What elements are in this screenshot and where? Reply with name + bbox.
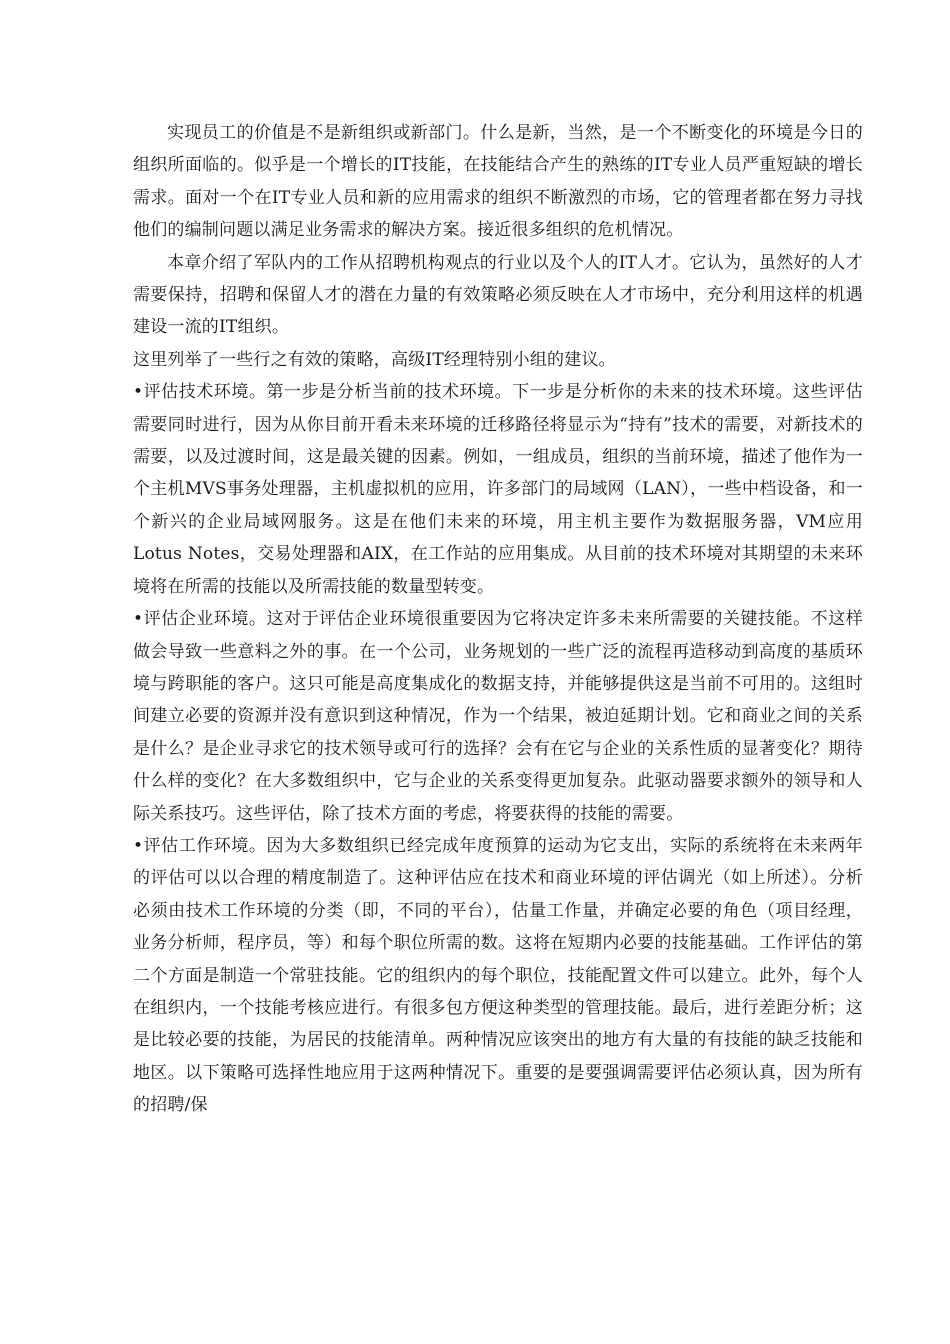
bullet-work-environment: •评估工作环境。因为大多数组织已经完成年度预算的运动为它支出，实际的系统将在未来两年的评估可以以合理的精度制造了。这种评估应在技术和商业环境的评估调光（如上所述）。分析必须由技术工作环境的分类（即，不同的平台），估量工作量，并确定必要的角色（项目经理，业务分析师，程序员，等）和每个职位所需的数。这将在短期内必要的技能基础。工作评估的第二个方面是制造一个常驻技能。它的组织内的每个职位，技能配置文件可以建立。此外，每个人在组织内，一个技能考核应进行。有很多包方便这种类型的管理技能。最后，进行差距分析；这是比较必要的技能，为居民的技能清单。两种情况应该突出的地方有大量的有技能的缺乏技能和地区。以下策略可选择性地应用于这两种情况下。重要的是要强调需要评估必须认真，因为所有的招聘/保 bbox=[133, 835, 863, 1116]
document-body bbox=[133, 117, 863, 1122]
paragraph-intro: 实现员工的价值是不是新组织或新部门。什么是新，当然，是一个不断变化的环境是今日的组织所面临的。似乎是一个增长的IT技能，在技能结合产生的熟练的IT专业人员严重短缺的增长需求。面对一个在IT专业人员和新的应用需求的组织不断激烈的市场，它的管理者都在努力寻找他们的编制问题以满足业务需求的解决方案。接近很多组织的危机情况。 bbox=[133, 123, 863, 241]
bullet-tech-environment: •评估技术环境。第一步是分析当前的技术环境。下一步是分析你的未来的技术环境。这些评估需要同时进行，因为从你目前开看未来环境的迁移路径将显示为“持有”技术的需要，对新技术的需要，以及过渡时间，这是最关键的因素。例如，一组成员，组织的当前环境，描述了他作为一个主机MVS事务处理器，主机虚拟机的应用，许多部门的局域网（LAN），一些中档设备，和一个新兴的企业局域网服务。这是在他们未来的环境，用主机主要作为数据服务器，VM应用Lotus Notes，交易处理器和AIX，在工作站的应用集成。从目前的技术环境对其期望的未来环境将在所需的技能以及所需技能的数量型转变。 bbox=[133, 382, 863, 597]
paragraph-chapter-summary: 本章介绍了军队内的工作从招聘机构观点的行业以及个人的IT人才。它认为，虽然好的人才需要保持，招聘和保留人才的潜在力量的有效策略必须反映在人才市场中，充分利用这样的机遇建设一流的IT组织。 bbox=[133, 252, 863, 338]
paragraph-strategy-intro: 这里列举了一些行之有效的策略，高级IT经理特别小组的建议。 bbox=[133, 349, 616, 370]
bullet-business-environment: •评估企业环境。这对于评估企业环境很重要因为它将决定许多未来所需要的关键技能。不这样做会导致一些意料之外的事。在一个公司，业务规划的一些广泛的流程再造移动到高度的基质环境与跨职能的客户。这只可能是高度集成化的数据支持，并能够提供这是当前不可用的。这组时间建立必要的资源并没有意识到这种情况，作为一个结果，被迫延期计划。它和商业之间的关系是什么？是企业寻求它的技术领导或可行的选择？会有在它与企业的关系性质的显著变化？期待什么样的变化？在大多数组织中，它与企业的关系变得更加复杂。此驱动器要求额外的领导和人际关系技巧。这些评估，除了技术方面的考虑，将要获得的技能的需要。 bbox=[133, 609, 863, 824]
